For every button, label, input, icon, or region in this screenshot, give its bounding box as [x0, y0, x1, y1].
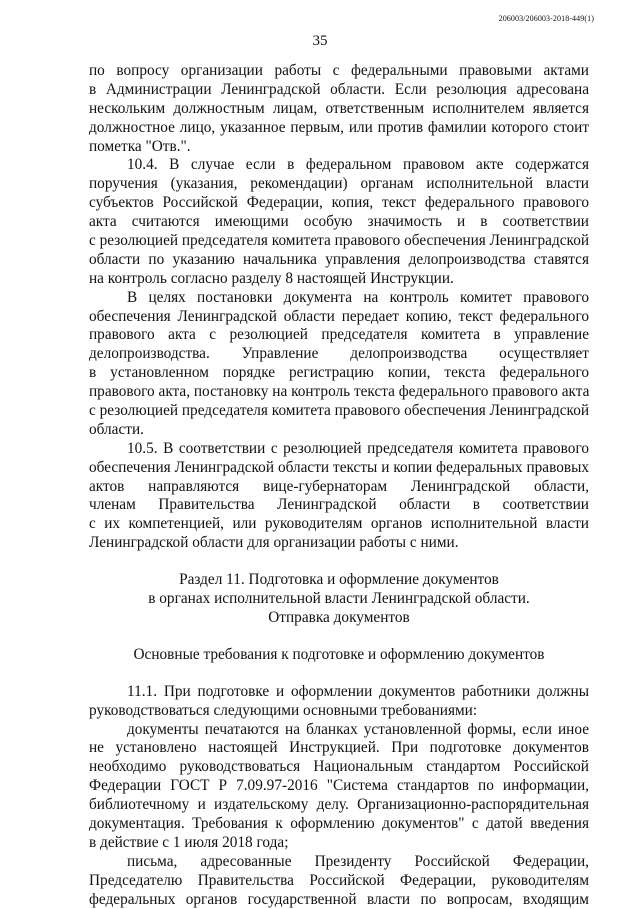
text-line: членам Правительства Ленинградской области в соответствии [89, 496, 589, 514]
text-line: в действие с 1 июля 2018 года; [89, 833, 289, 851]
text-line: 11.1. При подготовке и оформлении документов работники должны [127, 682, 589, 700]
paragraph [89, 683, 589, 721]
text-line: Федерации ГОСТ Р 7.09.97-2016 "Система стандартов по информации, [89, 777, 589, 795]
text-line: актов направляются вице-губернаторам Ленинградской области, [89, 477, 589, 495]
text-line: необходимо руководствоваться Национальным стандартом Российской [89, 758, 589, 776]
section-title-line: в органах исполнительной власти Ленинградской области. [148, 590, 530, 608]
text-line: по вопросу организации работы с федеральными правовыми актами [89, 62, 589, 79]
text-line: с их компетенцией, или руководителям органов исполнительной власти [89, 515, 589, 533]
text-line: библиотечному и издательскому делу. Организационно-распорядительная [89, 796, 589, 814]
page-number: 35 [312, 33, 328, 49]
text-line: правового акта, постановку на контроль текста федерального правового акта [89, 383, 590, 401]
text-line: области. [89, 420, 144, 438]
text-line: делопроизводства. Управление делопроизводства осуществляет [89, 345, 589, 363]
text-line: субъектов Российской Федерации, копия, текст федерального правового [89, 194, 589, 212]
document-id: 206003/206003-2018-449(1) [498, 14, 594, 23]
section-title-line: Раздел 11. Подготовка и оформление документов [179, 571, 499, 589]
text-line: правового акта с резолюцией председателя комитета в управление [89, 326, 589, 344]
text-line: документация. Требования к оформлению документов" с датой введения [89, 814, 589, 832]
paragraph [89, 289, 589, 440]
paragraph [89, 62, 589, 156]
section-title [89, 571, 589, 628]
text-line: руководствоваться следующими основными требованиями: [89, 701, 478, 719]
document-body [89, 62, 589, 909]
text-line: с резолюцией председателя комитета правового обеспечения Ленинградской [89, 402, 590, 420]
text-line: федеральных органов государственной власти по вопросам, входящим [89, 890, 589, 908]
text-line: Ленинградской области для организации работы с ними. [89, 534, 459, 552]
text-line: акта считаются имеющими особую значимость и в соответствии [89, 213, 589, 231]
text-line: нескольким должностным лицам, ответственным исполнителем является [89, 99, 589, 117]
text-line: Председателю Правительства Российской Федерации, руководителям [89, 871, 589, 889]
text-line: в установленном порядке регистрацию копии, текста федерального [89, 364, 589, 382]
section-subtitle: Основные требования к подготовке и оформлению документов [133, 645, 545, 663]
text-line: 10.4. В случае если в федеральном правовом акте содержатся [127, 156, 589, 174]
text-line: обеспечения Ленинградской области передает копию, текст федерального [89, 307, 589, 325]
text-line: 10.5. В соответствии с резолюцией председателя комитета правового [127, 439, 589, 457]
text-line: обеспечения Ленинградской области тексты и копии федеральных правовых [89, 458, 589, 476]
text-line: должностное лицо, указанное первым, или против фамилии которого стоит [89, 118, 589, 136]
section-title-line: Отправка документов [268, 608, 410, 626]
text-line: с резолюцией председателя комитета правового обеспечения Ленинградской [89, 232, 590, 250]
text-line: поручения (указания, рекомендации) органам исполнительной власти [89, 175, 589, 193]
text-line: на контроль согласно разделу 8 настоящей Инструкции. [89, 269, 454, 287]
text-line: пометка "Отв.". [89, 137, 191, 155]
text-line: документы печатаются на бланках установленной формы, если иное [127, 720, 589, 738]
text-line: не установлено настоящей Инструкцией. При подготовке документов [89, 739, 589, 757]
text-line: области по указанию начальника управления делопроизводства ставятся [89, 250, 589, 268]
text-line: письма, адресованные Президенту Российской Федерации, [127, 852, 589, 870]
paragraph [89, 853, 589, 909]
text-line: в Администрации Ленинградской области. Если резолюция адресована [89, 80, 589, 98]
paragraph [89, 721, 589, 853]
paragraph [89, 440, 589, 553]
text-line: В целях постановки документа на контроль комитет правового [127, 288, 589, 306]
paragraph [89, 156, 589, 288]
